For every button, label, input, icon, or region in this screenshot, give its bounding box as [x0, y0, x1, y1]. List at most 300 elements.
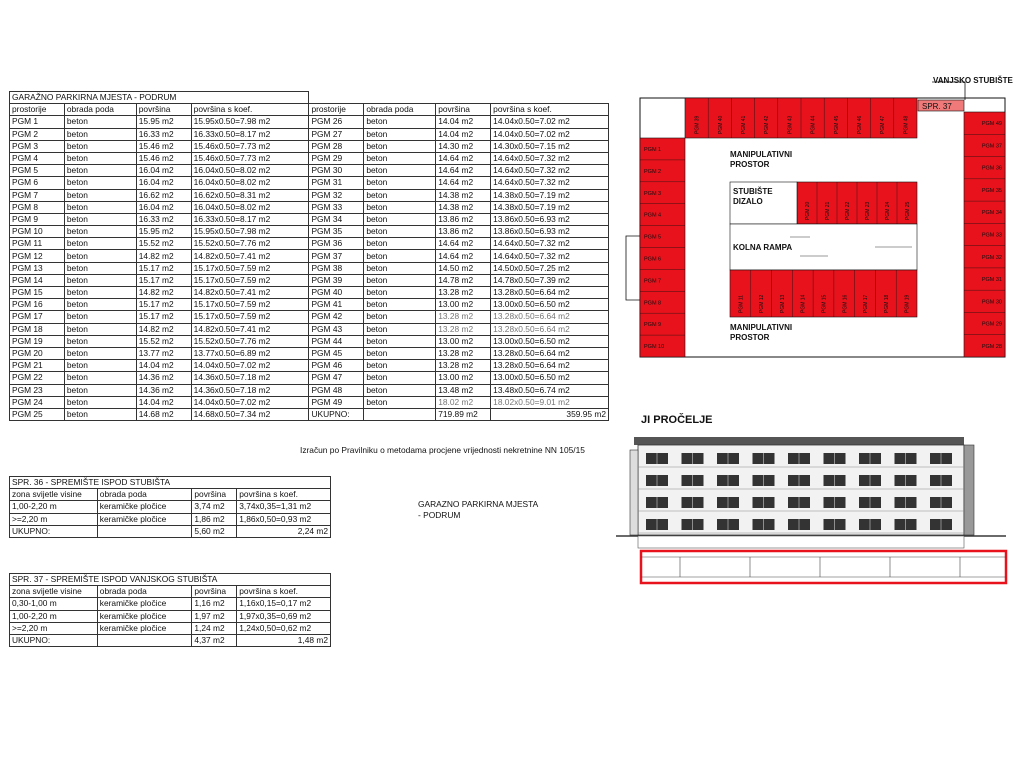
table-row [10, 598, 331, 610]
table-cell: 13.28x0.50=6.64 m2 [491, 347, 609, 359]
table-cell: beton [364, 372, 436, 384]
table-cell: 15.95 m2 [136, 116, 191, 128]
column-header: prostorije [10, 104, 65, 116]
column-header: zona svijetle visine [10, 586, 98, 598]
column-header: površina [436, 104, 491, 116]
table-cell: beton [364, 213, 436, 225]
parking-spot-label: PGM 18 [883, 294, 890, 313]
table-cell: 15.46 m2 [136, 152, 191, 164]
table-cell: 14.36x0.50=7.18 m2 [191, 384, 309, 396]
table-cell: 14.38x0.50=7.19 m2 [491, 189, 609, 201]
table-cell: 15.95x0.50=7.98 m2 [191, 116, 309, 128]
table-cell: beton [364, 335, 436, 347]
parking-spot-label: PGM 29 [981, 321, 1002, 328]
table-cell: beton [64, 128, 136, 140]
facade-elevation [610, 420, 1020, 600]
table-cell: 1,97x0,35=0,69 m2 [237, 610, 331, 622]
total-coef: 2,24 m2 [237, 525, 331, 537]
table-cell: beton [64, 396, 136, 408]
table-row [10, 396, 609, 408]
table-cell: 13.28 m2 [436, 311, 491, 323]
table-cell: 14.04x0.50=7.02 m2 [191, 360, 309, 372]
table-row [10, 323, 609, 335]
table-cell: 15.17x0.50=7.59 m2 [191, 299, 309, 311]
table-cell: PGM 8 [10, 201, 65, 213]
table-cell: 14.04x0.50=7.02 m2 [491, 116, 609, 128]
table-cell: keramičke pločice [97, 513, 192, 525]
table-cell [97, 525, 192, 537]
elevation-note [418, 499, 538, 521]
table-cell: PGM 5 [10, 165, 65, 177]
floor-plan [620, 70, 1020, 370]
table-cell: 16.62x0.50=8.31 m2 [191, 189, 309, 201]
kolna-rampa-label: KOLNA RAMPA [733, 243, 793, 252]
table-row [10, 250, 609, 262]
parking-spot-label: PGM 33 [981, 232, 1002, 239]
parking-spot-label: PGM 45 [833, 115, 840, 134]
table-cell: PGM 16 [10, 299, 65, 311]
table-cell: 13.28x0.50=6.64 m2 [491, 360, 609, 372]
table-cell: PGM 6 [10, 177, 65, 189]
table-cell: 16.04x0.50=8.02 m2 [191, 165, 309, 177]
parking-spot-label: PGM 13 [779, 294, 786, 313]
table-cell: PGM 3 [10, 140, 65, 152]
spr37-table [9, 573, 331, 647]
table-cell: beton [364, 201, 436, 213]
table-cell: beton [64, 299, 136, 311]
garage-table [9, 91, 609, 421]
parking-spot-label: PGM 39 [694, 115, 701, 134]
facade-balcony-column [964, 445, 974, 535]
table-cell: PGM 41 [309, 299, 364, 311]
parking-spot-label: PGM 16 [842, 294, 849, 313]
parking-spot-label: PGM 35 [981, 187, 1002, 194]
parking-spot-label: PGM 47 [880, 115, 887, 134]
table-cell: PGM 33 [309, 201, 364, 213]
total-area: 4,37 m2 [192, 634, 237, 646]
table-cell: 14.04 m2 [436, 116, 491, 128]
table-cell: 14.68 m2 [136, 408, 191, 420]
table-cell: 14.64x0.50=7.32 m2 [491, 177, 609, 189]
table-cell: 1,86 m2 [192, 513, 237, 525]
table-cell: PGM 17 [10, 311, 65, 323]
table-cell: 15.95 m2 [136, 226, 191, 238]
table-cell: 18.02x0.50=9.01 m2 [491, 396, 609, 408]
table-row [10, 372, 609, 384]
table-cell: PGM 23 [10, 384, 65, 396]
table-cell: 14.64 m2 [436, 250, 491, 262]
parking-spot-label: PGM 42 [764, 115, 771, 134]
table-cell: 14.36x0.50=7.18 m2 [191, 372, 309, 384]
parking-spot-label: PGM 43 [787, 115, 794, 134]
table-cell: PGM 12 [10, 250, 65, 262]
table-cell: 15.52 m2 [136, 335, 191, 347]
table-cell: beton [64, 238, 136, 250]
table-cell: 1,00-2,20 m [10, 501, 98, 513]
table-row [10, 408, 609, 420]
table-cell: 1,16x0,15=0,17 m2 [237, 598, 331, 610]
parking-spot-label: PGM 7 [644, 278, 662, 285]
parking-spot-label: PGM 15 [821, 294, 828, 313]
table-cell: beton [64, 201, 136, 213]
table-cell: PGM 30 [309, 165, 364, 177]
elevation-note-line-1: GARAZNO PARKIRNA MJESTA [418, 499, 539, 509]
table-cell: PGM 25 [10, 408, 65, 420]
table-cell: PGM 35 [309, 226, 364, 238]
table-row [10, 262, 609, 274]
table-row [10, 128, 609, 140]
spr36-title: SPR. 36 - SPREMIŠTE ISPOD STUBIŠTA [10, 477, 331, 489]
table-header-row [10, 586, 331, 598]
table-cell: 13.48 m2 [436, 384, 491, 396]
table-cell: PGM 24 [10, 396, 65, 408]
basement-highlight [641, 551, 1006, 583]
table-cell: PGM 39 [309, 274, 364, 286]
table-cell: beton [64, 116, 136, 128]
table-cell: 13.00x0.50=6.50 m2 [491, 335, 609, 347]
table-cell: 16.33x0.50=8.17 m2 [191, 128, 309, 140]
table-cell: beton [364, 360, 436, 372]
parking-spot-label: PGM 24 [885, 201, 891, 220]
parking-spot-label: PGM 3 [644, 190, 662, 197]
table-row [10, 335, 609, 347]
total-label: UKUPNO: [309, 408, 364, 420]
table-cell: beton [64, 335, 136, 347]
table-cell: keramičke pločice [97, 598, 192, 610]
table-cell: 15.17x0.50=7.59 m2 [191, 262, 309, 274]
table-cell: PGM 11 [10, 238, 65, 250]
spr37-title: SPR. 37 - SPREMIŠTE ISPOD VANJSKOG STUBIŠTA [10, 574, 331, 586]
table-cell: beton [64, 372, 136, 384]
table-cell: 0,30-1,00 m [10, 598, 98, 610]
parking-spot-label: PGM 25 [905, 201, 911, 220]
table-cell: 14.38 m2 [436, 201, 491, 213]
table-cell: PGM 14 [10, 274, 65, 286]
table-cell: PGM 46 [309, 360, 364, 372]
table-cell: 14.04x0.50=7.02 m2 [491, 128, 609, 140]
table-cell: beton [64, 323, 136, 335]
table-cell: 14.82x0.50=7.41 m2 [191, 287, 309, 299]
table-cell: 14.38 m2 [436, 189, 491, 201]
table-cell: 13.86 m2 [436, 213, 491, 225]
table-cell: 18.02 m2 [436, 396, 491, 408]
table-cell: beton [364, 274, 436, 286]
table-cell: 14.64x0.50=7.32 m2 [491, 165, 609, 177]
table-cell: keramičke pločice [97, 622, 192, 634]
table-row [10, 177, 609, 189]
column-header: obrada poda [64, 104, 136, 116]
table-cell: PGM 10 [10, 226, 65, 238]
table-cell: PGM 27 [309, 128, 364, 140]
table-cell: beton [64, 226, 136, 238]
parking-spot-label: PGM 41 [741, 115, 747, 134]
column-header: obrada poda [97, 489, 192, 501]
table-cell: beton [64, 213, 136, 225]
elevation-note-line-2: - PODRUM [418, 510, 461, 520]
table-cell: 15.46x0.50=7.73 m2 [191, 152, 309, 164]
table-cell: 13.00 m2 [436, 372, 491, 384]
table-row [10, 140, 609, 152]
table-cell: beton [364, 250, 436, 262]
table-cell: 15.17x0.50=7.59 m2 [191, 274, 309, 286]
table-cell: 14.50 m2 [436, 262, 491, 274]
table-row [10, 189, 609, 201]
table-cell: 15.95x0.50=7.98 m2 [191, 226, 309, 238]
table-cell: 15.17 m2 [136, 311, 191, 323]
table-cell: 14.68x0.50=7.34 m2 [191, 408, 309, 420]
parking-spot-label: PGM 9 [644, 322, 662, 329]
table-cell: 15.52 m2 [136, 238, 191, 250]
table-cell: 14.64 m2 [436, 177, 491, 189]
parking-spot-label: PGM 10 [644, 344, 665, 351]
table-cell: beton [364, 299, 436, 311]
total-area: 5,60 m2 [192, 525, 237, 537]
table-cell: 14.64 m2 [436, 238, 491, 250]
parking-spot-label: PGM 46 [857, 115, 863, 134]
parking-spot-label: PGM 40 [717, 115, 724, 134]
table-cell: PGM 7 [10, 189, 65, 201]
table-cell: beton [364, 116, 436, 128]
table-cell: beton [364, 152, 436, 164]
parking-spot-label: PGM 4 [644, 212, 662, 219]
table-row [10, 274, 609, 286]
facade-side-wall [630, 450, 638, 535]
table-cell: 14.04 m2 [436, 128, 491, 140]
parking-spot-label: PGM 12 [759, 294, 766, 313]
table-cell: 15.52x0.50=7.76 m2 [191, 238, 309, 250]
facade-roof [634, 437, 964, 445]
spr37-table-body [10, 574, 331, 647]
table-cell: beton [64, 152, 136, 164]
parking-spot-label: PGM 49 [981, 121, 1002, 128]
table-cell: 16.04x0.50=8.02 m2 [191, 201, 309, 213]
prostor-label: PROSTOR [730, 160, 770, 169]
table-cell: 13.28x0.50=6.64 m2 [491, 287, 609, 299]
table-cell: 14.78x0.50=7.39 m2 [491, 274, 609, 286]
table-header-row [10, 489, 331, 501]
table-cell: PGM 22 [10, 372, 65, 384]
parking-spot-label: PGM 30 [981, 299, 1002, 306]
table-cell: PGM 2 [10, 128, 65, 140]
parking-spot-label: PGM 5 [644, 234, 662, 241]
table-cell: beton [364, 226, 436, 238]
manipulativni-label: MANIPULATIVNI [730, 323, 793, 332]
parking-spot-label: PGM 2 [644, 168, 662, 175]
table-cell: beton [364, 165, 436, 177]
table-cell: 14.82 m2 [136, 250, 191, 262]
table-cell: PGM 26 [309, 116, 364, 128]
manipulativni-label: MANIPULATIVNI [730, 150, 793, 159]
parking-spot-label: PGM 23 [865, 201, 871, 220]
facade-title: JI PROČELJE [641, 414, 713, 426]
parking-spot-label: PGM 8 [644, 300, 662, 307]
table-cell: PGM 13 [10, 262, 65, 274]
parking-spot-label: PGM 44 [810, 115, 817, 134]
spr36-table [9, 476, 331, 538]
table-cell: 16.62 m2 [136, 189, 191, 201]
table-cell: beton [364, 262, 436, 274]
table-row [10, 501, 331, 513]
parking-spot-label: PGM 34 [981, 210, 1002, 217]
table-cell: 15.17 m2 [136, 262, 191, 274]
total-area: 719.89 m2 [436, 408, 491, 420]
column-header: površina [192, 586, 237, 598]
table-cell [97, 634, 192, 646]
stubiste-label: STUBIŠTE [733, 187, 773, 196]
table-cell: keramičke pločice [97, 501, 192, 513]
total-row [10, 634, 331, 646]
table-cell: PGM 29 [309, 152, 364, 164]
table-cell: 1,24x0,50=0,62 m2 [237, 622, 331, 634]
table-row [10, 610, 331, 622]
prostor-label: PROSTOR [730, 333, 770, 342]
table-row [10, 116, 609, 128]
table-cell: 13.86x0.50=6.93 m2 [491, 213, 609, 225]
table-cell: PGM 21 [10, 360, 65, 372]
table-cell: 14.64 m2 [436, 152, 491, 164]
table-cell: 14.04x0.50=7.02 m2 [191, 396, 309, 408]
table-cell: PGM 40 [309, 287, 364, 299]
table-cell: 13.00 m2 [436, 335, 491, 347]
table-cell: 13.28 m2 [436, 347, 491, 359]
table-cell: beton [64, 189, 136, 201]
table-cell: beton [364, 396, 436, 408]
table-cell: 14.04 m2 [136, 396, 191, 408]
table-cell: beton [364, 323, 436, 335]
table-cell: beton [64, 177, 136, 189]
table-cell: 1,86x0,50=0,93 m2 [237, 513, 331, 525]
spr37-label: SPR. 37 [922, 102, 952, 111]
table-cell: 1,16 m2 [192, 598, 237, 610]
table-cell: 13.28x0.50=6.64 m2 [491, 311, 609, 323]
table-cell: 13.00x0.50=6.50 m2 [491, 372, 609, 384]
column-header: površina s koef. [237, 586, 331, 598]
column-header: obrada poda [364, 104, 436, 116]
table-cell: beton [364, 177, 436, 189]
column-header: površina [136, 104, 191, 116]
table-row [10, 213, 609, 225]
parking-spot-label: PGM 20 [805, 201, 811, 220]
table-cell: 1,97 m2 [192, 610, 237, 622]
parking-spot-label: PGM 22 [845, 201, 851, 220]
table-cell: beton [364, 347, 436, 359]
table-cell: 14.82 m2 [136, 323, 191, 335]
table-cell: 14.04 m2 [136, 360, 191, 372]
table-cell: beton [64, 360, 136, 372]
parking-spot-label: PGM 1 [644, 146, 662, 153]
table-cell: PGM 38 [309, 262, 364, 274]
table-cell: 14.82x0.50=7.41 m2 [191, 250, 309, 262]
table-cell: 15.52x0.50=7.76 m2 [191, 335, 309, 347]
table-cell: beton [364, 189, 436, 201]
table-cell: beton [364, 384, 436, 396]
table-cell: keramičke pločice [97, 610, 192, 622]
table-row [10, 513, 331, 525]
table-cell: 13.48x0.50=6.74 m2 [491, 384, 609, 396]
table-cell: PGM 1 [10, 116, 65, 128]
table-cell: 13.28 m2 [436, 287, 491, 299]
table-cell: 13.77x0.50=6.89 m2 [191, 347, 309, 359]
table-cell: 14.64 m2 [436, 165, 491, 177]
table-cell: 13.77 m2 [136, 347, 191, 359]
table-cell: 16.04 m2 [136, 165, 191, 177]
parking-spot-label: PGM 48 [903, 115, 910, 134]
table-cell: 14.64x0.50=7.32 m2 [491, 152, 609, 164]
column-header: površina s koef. [237, 489, 331, 501]
table-row [10, 347, 609, 359]
parking-spot-label: PGM 32 [981, 254, 1002, 261]
column-header: površina [192, 489, 237, 501]
vanjsko-stubiste-label: VANJSKO STUBIŠTE [933, 76, 1013, 85]
spr36-table-body [10, 477, 331, 538]
table-cell: beton [364, 287, 436, 299]
garage-footnote: Izračun po Pravilniku o metodama procjene vrijednosti nekretnine NN 105/15 [300, 445, 585, 455]
table-row [10, 226, 609, 238]
table-cell: 3,74 m2 [192, 501, 237, 513]
table-cell: PGM 20 [10, 347, 65, 359]
table-cell: 13.28x0.50=6.64 m2 [491, 323, 609, 335]
table-cell: 14.64x0.50=7.32 m2 [491, 238, 609, 250]
table-cell: PGM 9 [10, 213, 65, 225]
table-cell: 14.30 m2 [436, 140, 491, 152]
table-cell: 16.04x0.50=8.02 m2 [191, 177, 309, 189]
table-cell: 1,24 m2 [192, 622, 237, 634]
dizalo-label: DIZALO [733, 197, 763, 206]
table-cell: PGM 4 [10, 152, 65, 164]
garage-table-body [10, 92, 609, 421]
table-cell: beton [64, 408, 136, 420]
table-cell: beton [364, 238, 436, 250]
ground-floor [638, 536, 964, 548]
garage-table-title: GARAŽNO PARKIRNA MJESTA - PODRUM [10, 92, 309, 104]
table-cell: PGM 36 [309, 238, 364, 250]
parking-spot-label: PGM 17 [863, 294, 870, 313]
table-cell: 16.33 m2 [136, 128, 191, 140]
column-header: površina s koef. [491, 104, 609, 116]
table-cell: >=2,20 m [10, 622, 98, 634]
table-row [10, 201, 609, 213]
table-row [10, 622, 331, 634]
table-cell: PGM 32 [309, 189, 364, 201]
table-cell: 13.00 m2 [436, 299, 491, 311]
table-cell: PGM 43 [309, 323, 364, 335]
parking-spot-label: PGM 11 [738, 295, 745, 313]
table-cell: beton [64, 250, 136, 262]
column-header: prostorije [309, 104, 364, 116]
parking-spot-label: PGM 37 [981, 143, 1002, 150]
column-header: obrada poda [97, 586, 192, 598]
garage-header-row [10, 104, 609, 116]
table-row [10, 165, 609, 177]
table-cell: 1,00-2,20 m [10, 610, 98, 622]
table-cell: 16.04 m2 [136, 201, 191, 213]
parking-spot-label: PGM 21 [825, 201, 831, 220]
total-row [10, 525, 331, 537]
table-cell: 16.33 m2 [136, 213, 191, 225]
parking-spot-label: PGM 28 [981, 343, 1002, 350]
table-cell: 13.28 m2 [436, 323, 491, 335]
table-cell [364, 408, 436, 420]
table-cell: PGM 47 [309, 372, 364, 384]
parking-spot-label: PGM 14 [800, 294, 807, 313]
table-row [10, 238, 609, 250]
table-cell: 14.50x0.50=7.25 m2 [491, 262, 609, 274]
table-cell: 14.64x0.50=7.32 m2 [491, 250, 609, 262]
parking-spot-label: PGM 36 [981, 165, 1002, 172]
table-cell: 14.82 m2 [136, 287, 191, 299]
total-coef: 1,48 m2 [237, 634, 331, 646]
column-header: zona svijetle visine [10, 489, 98, 501]
